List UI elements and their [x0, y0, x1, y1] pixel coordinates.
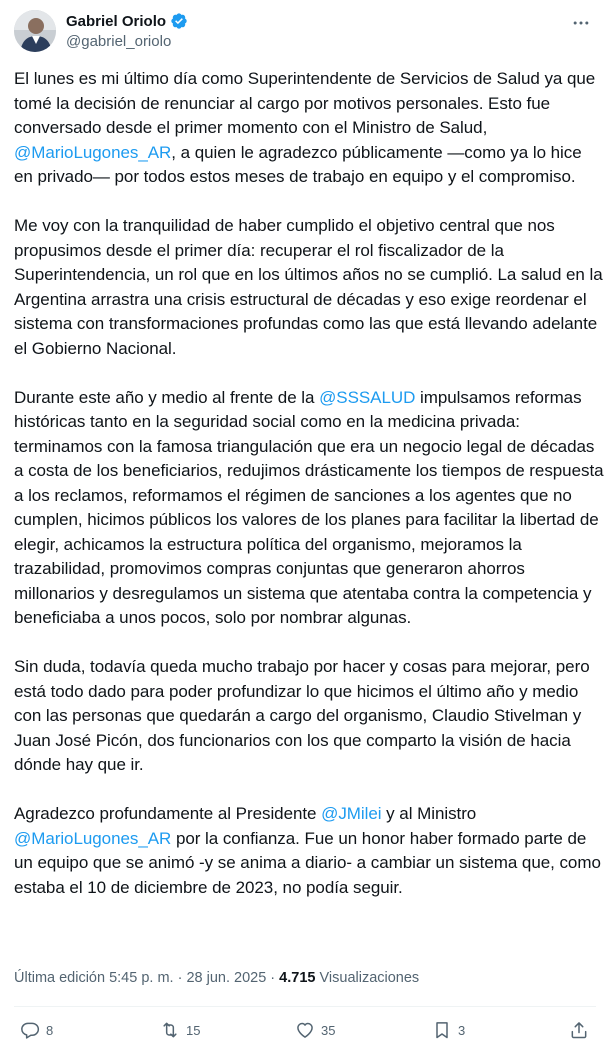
tweet-paragraph	[14, 386, 604, 631]
mention-link[interactable]: @SSSALUD	[319, 387, 416, 407]
heart-icon	[295, 1020, 315, 1040]
tweet-meta	[14, 970, 419, 986]
tweet-text-segment: Sin duda, todavía queda mucho trabajo por hacer y cosas para mejorar, pero está todo dado para poder profundizar lo que hicimos el último año y medio con las personas que quedarán a cargo del organismo, Claudio Stivelman y Juan José Picón, dos funcionarios con los que comparto la visión de hacia dónde hay que ir.	[14, 657, 590, 774]
tweet-text-segment: y al Ministro	[381, 804, 477, 823]
views-count: 4.715	[279, 970, 316, 986]
reply-icon	[20, 1020, 40, 1040]
bookmark-button[interactable]	[432, 1020, 465, 1040]
tweet-text-segment: por la confianza. Fue un honor haber formado parte de un equipo que se animó -y se anima a diario- a cambiar un sistema que, como estaba el 10 de diciembre de 2023, no podía seguir.	[14, 828, 601, 897]
tweet-text-segment: Agradezco profundamente al Presidente	[14, 804, 322, 823]
bookmark-icon	[432, 1020, 452, 1040]
avatar[interactable]	[14, 10, 56, 52]
tweet-paragraph	[14, 802, 604, 900]
avatar-image	[14, 10, 56, 52]
more-horizontal-icon[interactable]	[566, 12, 596, 34]
tweet-text-segment: impulsamos reformas históricas tanto en la seguridad social como en la medicina privada: terminamos con la famosa triangulación que era un negocio legal de décadas a costa de los beneficiarios, redujimos drásticamente los tiempos de respuesta a los reclamos, reformamos el régimen de sanciones a los agentes que no cumplen, hicimos públicos los valores de los planes para facilitar la libertad de elegir, achicamos la estructura política del organismo, mejoramos la trazabilidad, promovimos compras conjuntas que generaron ahorros millonarios y desregulamos un sistema que atentaba contra la competencia y beneficiaba a unos pocos, solo por nombrar algunas.	[14, 387, 604, 627]
tweet-text-segment: Durante este año y medio al frente de la	[14, 387, 320, 407]
mention-link[interactable]: @MarioLugones_AR	[14, 828, 172, 848]
tweet-paragraph	[14, 655, 604, 778]
divider	[14, 1006, 596, 1007]
tweet-paragraph	[14, 67, 604, 190]
tweet-text-segment: , a quien le agradezco públicamente —como ya lo hice en privado— por todos estos meses de trabajo en equipo y el compromiso.	[14, 142, 582, 186]
reply-button[interactable]	[20, 1020, 53, 1040]
like-count: 35	[321, 1022, 336, 1038]
action-bar	[0, 1020, 610, 1044]
views-label: Visualizaciones	[315, 970, 420, 986]
author-names	[66, 12, 188, 50]
tweet-text-segment: Me voy con la tranquilidad de haber cumplido el objetivo central que nos propusimos desde el primer día: recuperar el rol fiscalizador de la Superintendencia, un rol que en los últimos años no se cumplió. La salud en la Argentina arrastra una crisis estructural de décadas y eso exige reordenar el sistema con transformaciones profundas como las que está llevando adelante el Gobierno Nacional.	[14, 216, 603, 358]
share-button[interactable]	[569, 1020, 589, 1040]
handle[interactable]: @gabriel_oriolo	[66, 33, 172, 50]
repost-icon	[160, 1020, 180, 1040]
repost-count: 15	[186, 1022, 201, 1038]
edit-timestamp[interactable]: Última edición 5:45 p. m. · 28 jun. 2025 ·	[14, 970, 280, 986]
verified-badge-icon[interactable]	[170, 12, 188, 30]
mention-link[interactable]: @MarioLugones_AR	[14, 142, 172, 162]
mention-link[interactable]: @JMilei	[321, 804, 382, 823]
repost-button[interactable]	[160, 1020, 200, 1040]
display-name[interactable]: Gabriel Oriolo	[66, 12, 167, 30]
tweet-text-segment: El lunes es mi último día como Superintendente de Servicios de Salud ya que tomé la decisión de renunciar al cargo por motivos personales. Esto fue conversado desde el primer momento con el Ministro de Salud,	[14, 69, 596, 137]
like-button[interactable]	[295, 1020, 335, 1040]
tweet-paragraph	[14, 214, 604, 361]
share-icon	[569, 1020, 589, 1040]
reply-count: 8	[46, 1022, 54, 1038]
bookmark-count: 3	[458, 1022, 466, 1038]
tweet-header	[14, 10, 596, 54]
tweet-text	[14, 67, 604, 925]
